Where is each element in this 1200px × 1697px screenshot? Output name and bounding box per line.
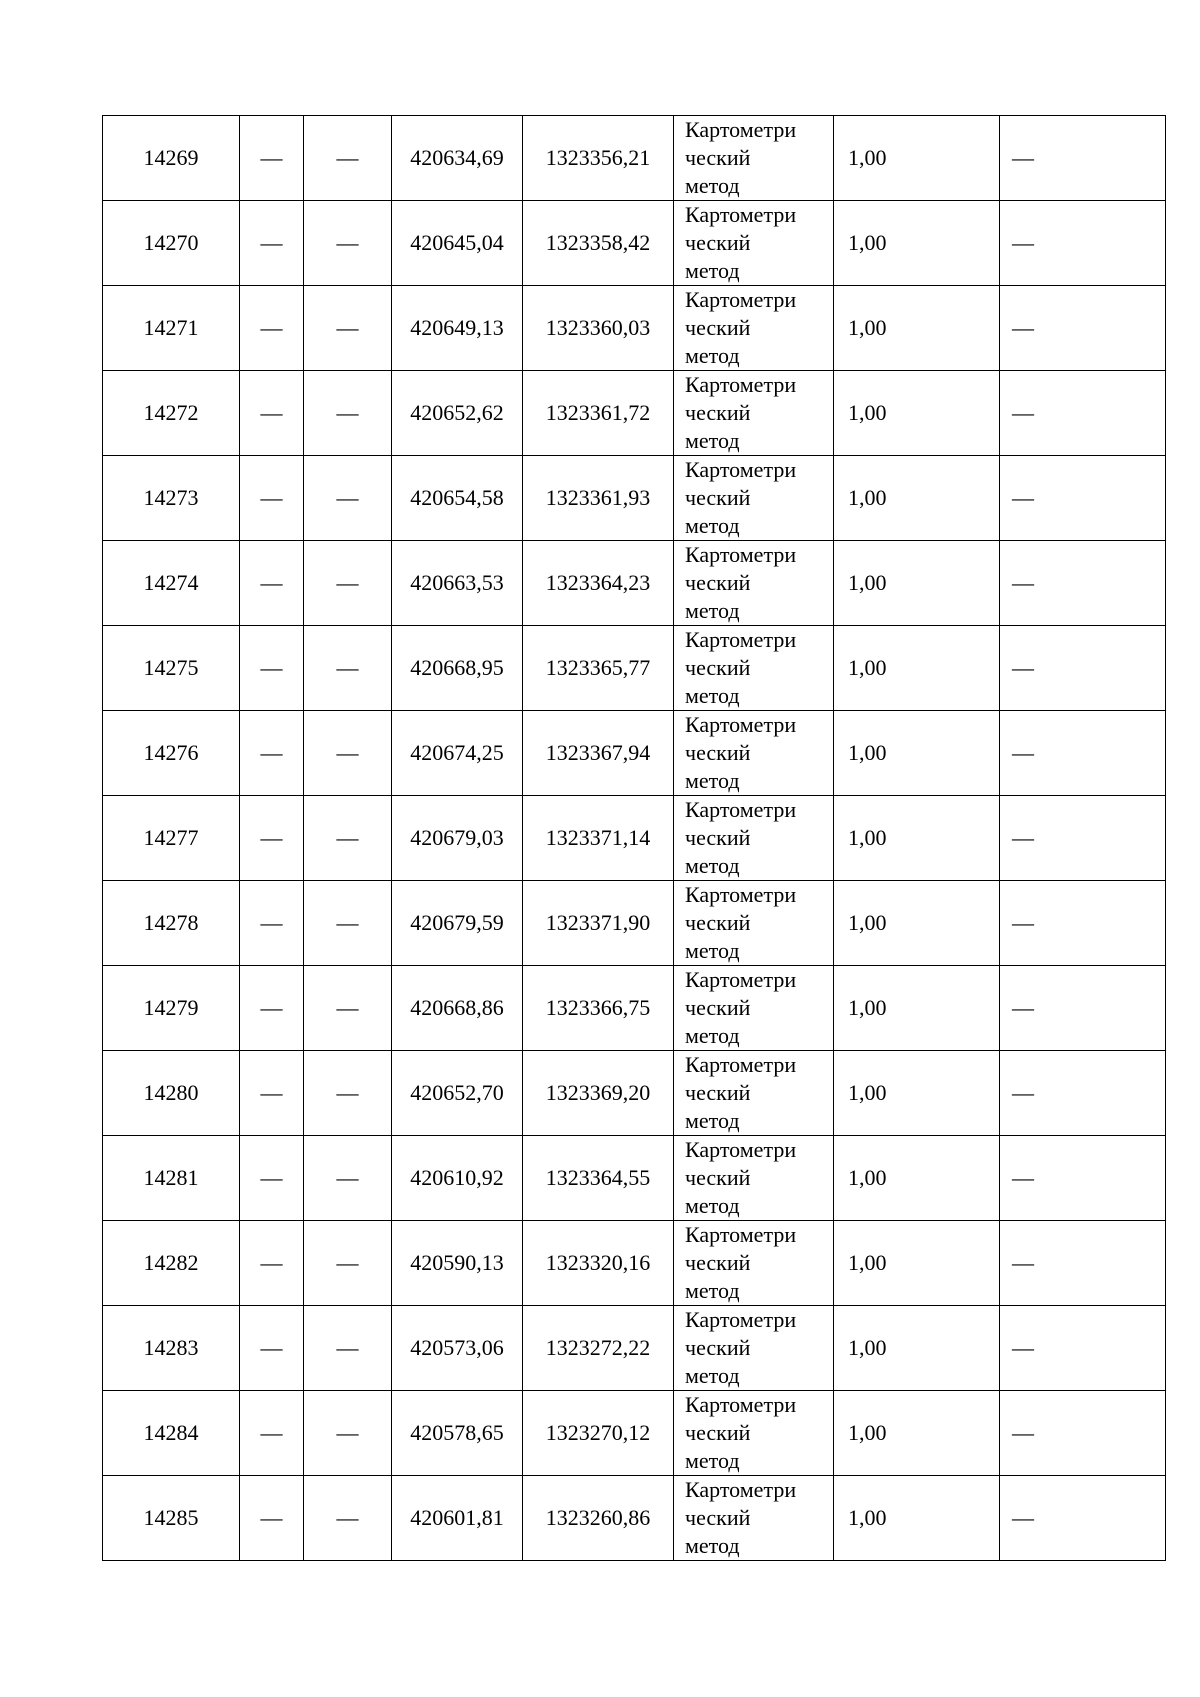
method-text-line: Картометри (685, 117, 797, 142)
method-text-line: ческий (685, 910, 751, 935)
method-text-line: ческий (685, 1420, 751, 1445)
method-text-line: метод (685, 853, 740, 878)
method-text-line: метод (685, 1193, 740, 1218)
empty-value-cell: — (304, 966, 392, 1051)
method-text-line: Картометри (685, 287, 797, 312)
empty-value-cell: — (304, 1391, 392, 1476)
x-coordinate-cell: 420679,59 (392, 881, 523, 966)
empty-value-cell: — (1000, 371, 1166, 456)
method-text-line: метод (685, 1533, 740, 1558)
empty-value-cell: — (304, 201, 392, 286)
table-row (103, 1391, 1166, 1476)
method-text-line: метод (685, 1108, 740, 1133)
method-cell (674, 796, 834, 881)
accuracy-cell: 1,00 (834, 201, 1000, 286)
point-number-cell: 14279 (103, 966, 240, 1051)
accuracy-cell: 1,00 (834, 286, 1000, 371)
point-number-cell: 14280 (103, 1051, 240, 1136)
table-row (103, 1136, 1166, 1221)
empty-value-cell: — (1000, 456, 1166, 541)
y-coordinate-cell: 1323272,22 (523, 1306, 674, 1391)
method-text-line: метод (685, 938, 740, 963)
empty-value-cell: — (240, 796, 304, 881)
accuracy-cell: 1,00 (834, 541, 1000, 626)
method-cell (674, 1221, 834, 1306)
empty-value-cell: — (304, 881, 392, 966)
accuracy-cell: 1,00 (834, 1476, 1000, 1561)
table-row (103, 1476, 1166, 1561)
method-text-line: Картометри (685, 1052, 797, 1077)
x-coordinate-cell: 420590,13 (392, 1221, 523, 1306)
method-cell (674, 286, 834, 371)
point-number-cell: 14276 (103, 711, 240, 796)
method-cell (674, 201, 834, 286)
method-text-line: Картометри (685, 627, 797, 652)
x-coordinate-cell: 420668,95 (392, 626, 523, 711)
table-row (103, 966, 1166, 1051)
empty-value-cell: — (240, 966, 304, 1051)
empty-value-cell: — (240, 1051, 304, 1136)
accuracy-cell: 1,00 (834, 881, 1000, 966)
accuracy-cell: 1,00 (834, 1391, 1000, 1476)
accuracy-cell: 1,00 (834, 1136, 1000, 1221)
method-text-line: ческий (685, 315, 751, 340)
method-text-line: метод (685, 513, 740, 538)
y-coordinate-cell: 1323369,20 (523, 1051, 674, 1136)
table-row (103, 1221, 1166, 1306)
y-coordinate-cell: 1323361,72 (523, 371, 674, 456)
x-coordinate-cell: 420652,62 (392, 371, 523, 456)
method-text-line: метод (685, 768, 740, 793)
method-text-line: метод (685, 1448, 740, 1473)
empty-value-cell: — (304, 541, 392, 626)
empty-value-cell: — (240, 456, 304, 541)
point-number-cell: 14285 (103, 1476, 240, 1561)
y-coordinate-cell: 1323361,93 (523, 456, 674, 541)
empty-value-cell: — (1000, 881, 1166, 966)
method-cell (674, 1391, 834, 1476)
method-text-line: Картометри (685, 372, 797, 397)
y-coordinate-cell: 1323365,77 (523, 626, 674, 711)
y-coordinate-cell: 1323360,03 (523, 286, 674, 371)
method-text-line: ческий (685, 230, 751, 255)
empty-value-cell: — (240, 286, 304, 371)
point-number-cell: 14277 (103, 796, 240, 881)
y-coordinate-cell: 1323270,12 (523, 1391, 674, 1476)
table-row (103, 626, 1166, 711)
empty-value-cell: — (240, 881, 304, 966)
empty-value-cell: — (304, 711, 392, 796)
empty-value-cell: — (304, 796, 392, 881)
y-coordinate-cell: 1323367,94 (523, 711, 674, 796)
method-cell (674, 881, 834, 966)
y-coordinate-cell: 1323371,90 (523, 881, 674, 966)
empty-value-cell: — (1000, 626, 1166, 711)
method-text-line: метод (685, 173, 740, 198)
empty-value-cell: — (240, 711, 304, 796)
empty-value-cell: — (240, 116, 304, 201)
empty-value-cell: — (240, 1221, 304, 1306)
method-text-line: ческий (685, 740, 751, 765)
accuracy-cell: 1,00 (834, 116, 1000, 201)
method-text-line: ческий (685, 825, 751, 850)
accuracy-cell: 1,00 (834, 796, 1000, 881)
empty-value-cell: — (304, 1476, 392, 1561)
method-cell (674, 711, 834, 796)
method-text-line: Картометри (685, 1307, 797, 1332)
method-text-line: ческий (685, 1080, 751, 1105)
method-text-line: Картометри (685, 967, 797, 992)
method-text-line: Картометри (685, 1222, 797, 1247)
method-cell (674, 1051, 834, 1136)
method-text-line: Картометри (685, 1137, 797, 1162)
x-coordinate-cell: 420578,65 (392, 1391, 523, 1476)
empty-value-cell: — (304, 286, 392, 371)
method-text-line: метод (685, 1278, 740, 1303)
point-number-cell: 14270 (103, 201, 240, 286)
method-text-line: Картометри (685, 1392, 797, 1417)
point-number-cell: 14273 (103, 456, 240, 541)
empty-value-cell: — (1000, 201, 1166, 286)
x-coordinate-cell: 420663,53 (392, 541, 523, 626)
table-row (103, 116, 1166, 201)
x-coordinate-cell: 420652,70 (392, 1051, 523, 1136)
point-number-cell: 14275 (103, 626, 240, 711)
table-body (103, 116, 1166, 1561)
y-coordinate-cell: 1323364,55 (523, 1136, 674, 1221)
empty-value-cell: — (304, 456, 392, 541)
empty-value-cell: — (304, 1221, 392, 1306)
method-text-line: Картометри (685, 712, 797, 737)
method-text-line: Картометри (685, 457, 797, 482)
method-text-line: ческий (685, 1505, 751, 1530)
empty-value-cell: — (304, 116, 392, 201)
table-row (103, 286, 1166, 371)
y-coordinate-cell: 1323366,75 (523, 966, 674, 1051)
method-text-line: Картометри (685, 1477, 797, 1502)
empty-value-cell: — (304, 371, 392, 456)
method-text-line: метод (685, 598, 740, 623)
empty-value-cell: — (240, 1136, 304, 1221)
empty-value-cell: — (304, 1136, 392, 1221)
x-coordinate-cell: 420634,69 (392, 116, 523, 201)
method-cell (674, 626, 834, 711)
point-number-cell: 14274 (103, 541, 240, 626)
accuracy-cell: 1,00 (834, 1306, 1000, 1391)
point-number-cell: 14282 (103, 1221, 240, 1306)
accuracy-cell: 1,00 (834, 1221, 1000, 1306)
accuracy-cell: 1,00 (834, 711, 1000, 796)
point-number-cell: 14272 (103, 371, 240, 456)
coordinates-table (102, 115, 1166, 1561)
empty-value-cell: — (240, 1306, 304, 1391)
y-coordinate-cell: 1323358,42 (523, 201, 674, 286)
method-text-line: ческий (685, 655, 751, 680)
method-cell (674, 541, 834, 626)
x-coordinate-cell: 420679,03 (392, 796, 523, 881)
empty-value-cell: — (1000, 796, 1166, 881)
empty-value-cell: — (1000, 116, 1166, 201)
table-row (103, 541, 1166, 626)
empty-value-cell: — (1000, 1221, 1166, 1306)
method-text-line: метод (685, 258, 740, 283)
method-text-line: метод (685, 343, 740, 368)
empty-value-cell: — (1000, 1136, 1166, 1221)
empty-value-cell: — (1000, 1476, 1166, 1561)
method-cell (674, 456, 834, 541)
y-coordinate-cell: 1323320,16 (523, 1221, 674, 1306)
point-number-cell: 14271 (103, 286, 240, 371)
empty-value-cell: — (240, 201, 304, 286)
table-row (103, 1306, 1166, 1391)
empty-value-cell: — (1000, 966, 1166, 1051)
empty-value-cell: — (1000, 541, 1166, 626)
accuracy-cell: 1,00 (834, 456, 1000, 541)
empty-value-cell: — (304, 1306, 392, 1391)
x-coordinate-cell: 420674,25 (392, 711, 523, 796)
x-coordinate-cell: 420610,92 (392, 1136, 523, 1221)
method-cell (674, 371, 834, 456)
x-coordinate-cell: 420573,06 (392, 1306, 523, 1391)
point-number-cell: 14283 (103, 1306, 240, 1391)
accuracy-cell: 1,00 (834, 1051, 1000, 1136)
empty-value-cell: — (304, 1051, 392, 1136)
method-text-line: ческий (685, 485, 751, 510)
method-text-line: ческий (685, 1165, 751, 1190)
x-coordinate-cell: 420649,13 (392, 286, 523, 371)
empty-value-cell: — (1000, 1051, 1166, 1136)
method-cell (674, 116, 834, 201)
point-number-cell: 14284 (103, 1391, 240, 1476)
table-row (103, 881, 1166, 966)
accuracy-cell: 1,00 (834, 626, 1000, 711)
y-coordinate-cell: 1323364,23 (523, 541, 674, 626)
point-number-cell: 14269 (103, 116, 240, 201)
table-row (103, 711, 1166, 796)
method-text-line: ческий (685, 570, 751, 595)
x-coordinate-cell: 420601,81 (392, 1476, 523, 1561)
y-coordinate-cell: 1323371,14 (523, 796, 674, 881)
table-row (103, 1051, 1166, 1136)
y-coordinate-cell: 1323356,21 (523, 116, 674, 201)
method-text-line: ческий (685, 1250, 751, 1275)
method-text-line: метод (685, 1023, 740, 1048)
point-number-cell: 14278 (103, 881, 240, 966)
table-row (103, 796, 1166, 881)
accuracy-cell: 1,00 (834, 371, 1000, 456)
accuracy-cell: 1,00 (834, 966, 1000, 1051)
method-text-line: Картометри (685, 542, 797, 567)
method-cell (674, 966, 834, 1051)
method-cell (674, 1306, 834, 1391)
empty-value-cell: — (1000, 1391, 1166, 1476)
empty-value-cell: — (240, 371, 304, 456)
method-text-line: ческий (685, 145, 751, 170)
method-cell (674, 1476, 834, 1561)
table-row (103, 371, 1166, 456)
method-text-line: Картометри (685, 797, 797, 822)
empty-value-cell: — (240, 541, 304, 626)
empty-value-cell: — (240, 1391, 304, 1476)
empty-value-cell: — (1000, 711, 1166, 796)
empty-value-cell: — (1000, 286, 1166, 371)
empty-value-cell: — (240, 626, 304, 711)
empty-value-cell: — (240, 1476, 304, 1561)
method-text-line: метод (685, 683, 740, 708)
empty-value-cell: — (1000, 1306, 1166, 1391)
point-number-cell: 14281 (103, 1136, 240, 1221)
x-coordinate-cell: 420654,58 (392, 456, 523, 541)
method-cell (674, 1136, 834, 1221)
method-text-line: Картометри (685, 202, 797, 227)
y-coordinate-cell: 1323260,86 (523, 1476, 674, 1561)
method-text-line: метод (685, 1363, 740, 1388)
table-row (103, 201, 1166, 286)
empty-value-cell: — (304, 626, 392, 711)
method-text-line: ческий (685, 400, 751, 425)
method-text-line: ческий (685, 995, 751, 1020)
method-text-line: ческий (685, 1335, 751, 1360)
x-coordinate-cell: 420645,04 (392, 201, 523, 286)
method-text-line: Картометри (685, 882, 797, 907)
x-coordinate-cell: 420668,86 (392, 966, 523, 1051)
table-row (103, 456, 1166, 541)
method-text-line: метод (685, 428, 740, 453)
